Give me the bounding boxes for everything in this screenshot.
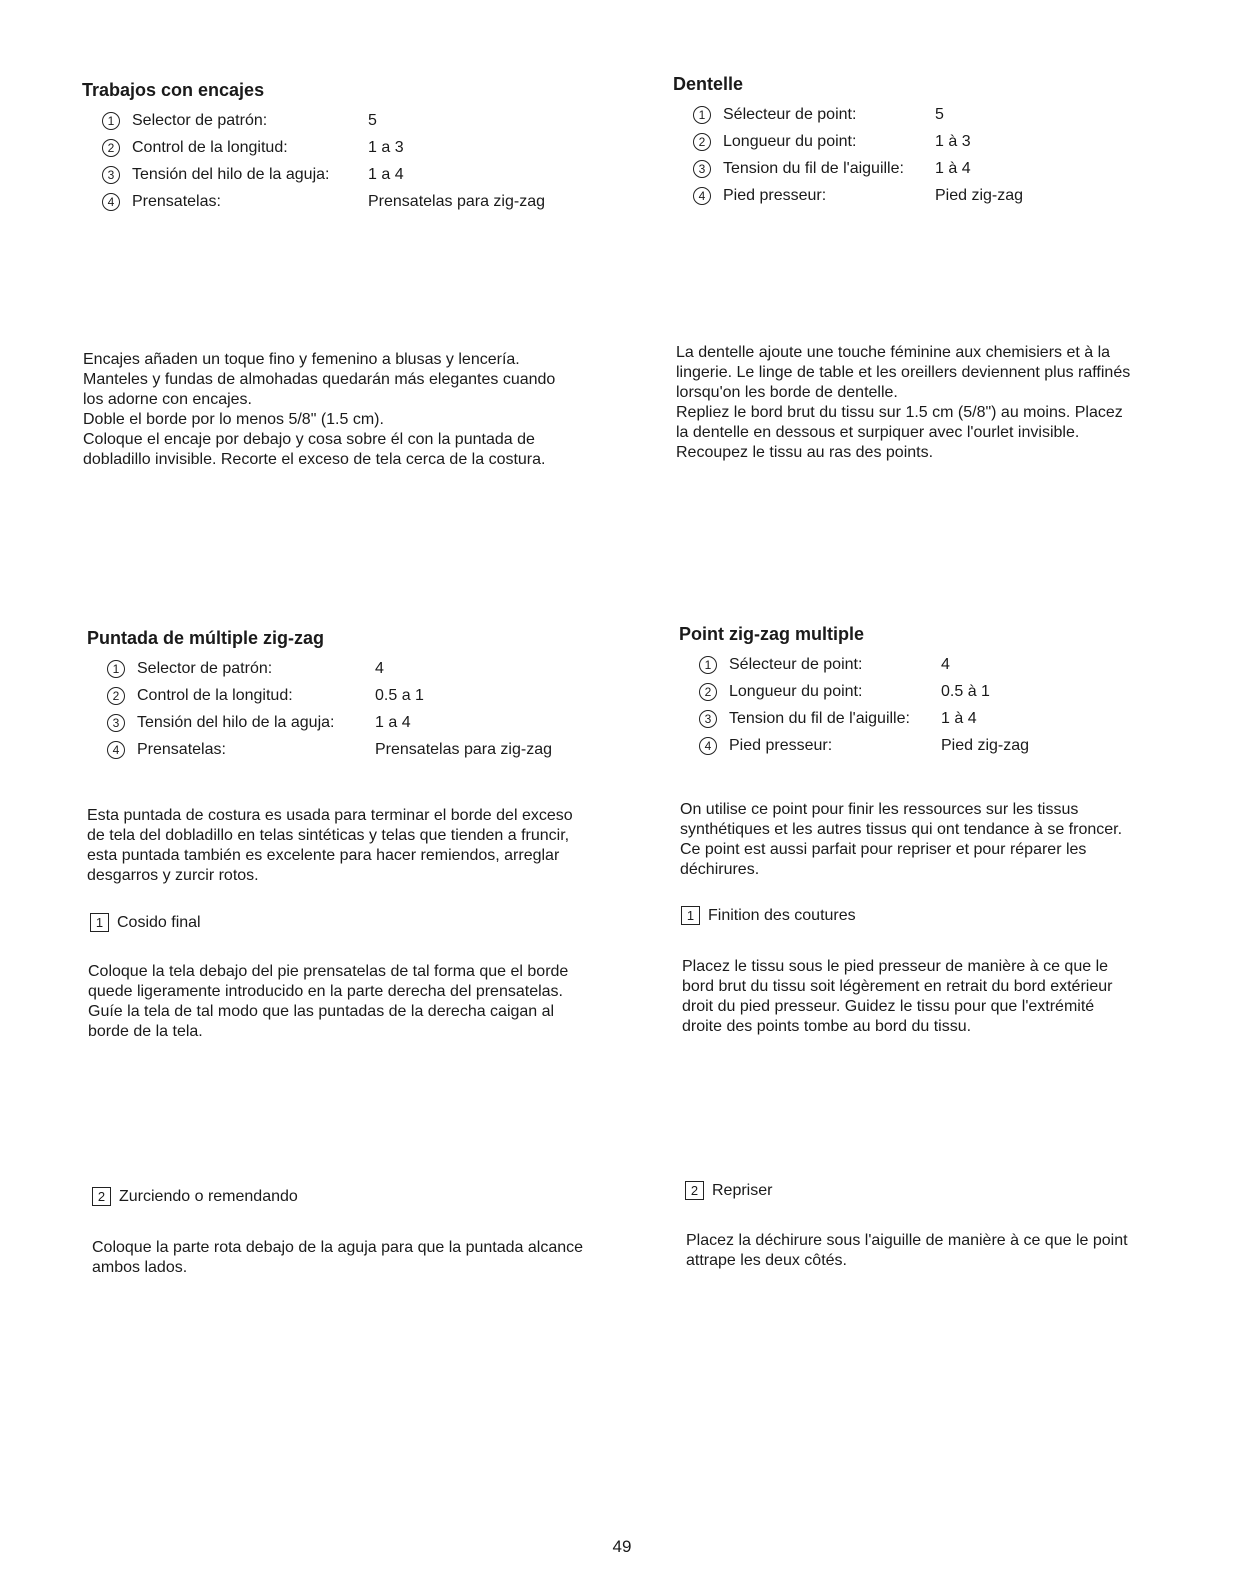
setting-value: 1 a 4 xyxy=(375,713,411,731)
setting-value: 4 xyxy=(941,655,950,673)
es-lace-section xyxy=(82,80,545,215)
setting-label: Sélecteur de point: xyxy=(729,655,863,673)
fr-multi-title: Point zig-zag multiple xyxy=(679,624,864,644)
circled-number: 3 xyxy=(699,710,717,728)
boxed-number: 2 xyxy=(685,1181,704,1200)
note-label: Zurciendo o remendando xyxy=(119,1187,298,1205)
circled-number: 3 xyxy=(102,166,120,184)
setting-value: Pied zig-zag xyxy=(935,186,1024,204)
es-note-2-text xyxy=(92,1238,652,1278)
page-number: 49 xyxy=(612,1537,632,1556)
boxed-number: 2 xyxy=(92,1187,111,1206)
paragraph-line: Recoupez le tissu au ras des points. xyxy=(676,444,934,461)
setting-label: Tension du fil de l'aiguille: xyxy=(723,159,904,177)
setting-value: 5 xyxy=(935,105,944,123)
paragraph-line: Coloque la parte rota debajo de la aguja para que la puntada alcance xyxy=(92,1239,584,1256)
setting-label: Selector de patrón: xyxy=(137,659,273,677)
fr-note-2-text xyxy=(686,1231,1206,1271)
circled-number: 3 xyxy=(693,160,711,178)
circled-number: 4 xyxy=(107,741,125,759)
setting-label: Control de la longitud: xyxy=(137,686,293,704)
circled-number: 1 xyxy=(102,112,120,130)
paragraph-line: Ce point est aussi parfait pour repriser et pour réparer les xyxy=(680,841,1087,858)
paragraph-line: bord brut du tissu soit légèrement en retrait du bord extérieur xyxy=(682,978,1113,995)
setting-label: Tensión del hilo de la aguja: xyxy=(137,713,335,731)
setting-label: Tensión del hilo de la aguja: xyxy=(132,165,330,183)
setting-value: Prensatelas para zig-zag xyxy=(368,192,545,210)
es-note-1 xyxy=(90,913,201,932)
fr-lace-setting-2 xyxy=(693,128,1023,155)
paragraph-line: Manteles y fundas de almohadas quedarán más elegantes cuando xyxy=(83,371,556,388)
paragraph-line: Esta puntada de costura es usada para terminar el borde del exceso xyxy=(87,807,573,824)
fr-multi-paragraph xyxy=(680,800,1200,880)
fr-lace-setting-1 xyxy=(693,101,1023,128)
paragraph-line: attrape les deux côtés. xyxy=(686,1252,847,1269)
note-label: Cosido final xyxy=(117,913,201,931)
setting-label: Longueur du point: xyxy=(729,682,863,700)
paragraph-line: desgarros y zurcir rotos. xyxy=(87,867,259,884)
setting-value: Pied zig-zag xyxy=(941,736,1030,754)
fr-lace-title: Dentelle xyxy=(673,74,744,94)
circled-number: 1 xyxy=(699,656,717,674)
es-multi-section xyxy=(87,628,552,763)
fr-multi-setting-4 xyxy=(699,732,1029,759)
paragraph-line: lorsqu'on les borde de dentelle. xyxy=(676,384,898,401)
fr-lace-paragraph xyxy=(676,343,1196,463)
fr-lace-section xyxy=(673,74,1023,209)
setting-label: Sélecteur de point: xyxy=(723,105,857,123)
paragraph-line: Doble el borde por lo menos 5/8" (1.5 cm). xyxy=(83,411,384,428)
fr-lace-setting-3 xyxy=(693,155,1023,182)
boxed-number: 1 xyxy=(90,913,109,932)
es-lace-setting-2 xyxy=(102,134,545,161)
paragraph-line: droite des points tombe au bord du tissu. xyxy=(682,1018,972,1035)
note-label: Repriser xyxy=(712,1181,773,1199)
note-label: Finition des coutures xyxy=(708,906,856,924)
circled-number: 2 xyxy=(107,687,125,705)
paragraph-line: Encajes añaden un toque fino y femenino a blusas y lencería. xyxy=(83,351,520,368)
setting-value: 0.5 à 1 xyxy=(941,682,990,700)
fr-lace-setting-4 xyxy=(693,182,1023,209)
paragraph-line: Repliez le bord brut du tissu sur 1.5 cm (5/8") au moins. Placez xyxy=(676,404,1123,421)
setting-value: 1 à 3 xyxy=(935,132,971,150)
paragraph-line: Placez le tissu sous le pied presseur de manière à ce que le xyxy=(682,958,1109,975)
paragraph-line: Coloque la tela debajo del pie prensatelas de tal forma que el borde xyxy=(88,963,569,980)
circled-number: 1 xyxy=(693,106,711,124)
setting-label: Selector de patrón: xyxy=(132,111,268,129)
setting-value: Prensatelas para zig-zag xyxy=(375,740,552,758)
setting-label: Prensatelas: xyxy=(132,192,221,210)
es-note-2 xyxy=(92,1187,298,1206)
fr-note-1 xyxy=(681,906,856,925)
es-lace-setting-1 xyxy=(102,107,545,134)
fr-multi-setting-2 xyxy=(699,678,1029,705)
paragraph-line: dobladillo invisible. Recorte el exceso de tela cerca de la costura. xyxy=(83,451,546,468)
paragraph-line: droit du pied presseur. Guidez le tissu pour que l'extrémité xyxy=(682,998,1095,1015)
circled-number: 4 xyxy=(693,187,711,205)
paragraph-line: La dentelle ajoute une touche féminine aux chemisiers et à la xyxy=(676,344,1111,361)
es-lace-setting-3 xyxy=(102,161,545,188)
paragraph-line: On utilise ce point pour finir les ressources sur les tissus xyxy=(680,801,1079,818)
paragraph-line: los adorne con encajes. xyxy=(83,391,252,408)
circled-number: 3 xyxy=(107,714,125,732)
paragraph-line: esta puntada también es excelente para hacer remiendos, arreglar xyxy=(87,847,560,864)
fr-note-2 xyxy=(685,1181,772,1200)
paragraph-line: déchirures. xyxy=(680,861,760,878)
setting-label: Pied presseur: xyxy=(723,186,827,204)
es-multi-title: Puntada de múltiple zig-zag xyxy=(87,628,325,648)
paragraph-line: lingerie. Le linge de table et les oreillers deviennent plus raffinés xyxy=(676,364,1131,381)
es-note-1-text xyxy=(88,962,648,1042)
es-lace-setting-4 xyxy=(102,188,545,215)
es-multi-paragraph xyxy=(87,806,647,886)
setting-label: Pied presseur: xyxy=(729,736,833,754)
paragraph-line: de tela del dobladillo en telas sintéticas y telas que tienden a fruncir, xyxy=(87,827,570,844)
paragraph-line: ambos lados. xyxy=(92,1259,188,1276)
fr-multi-setting-1 xyxy=(699,651,1029,678)
setting-value: 1 a 4 xyxy=(368,165,404,183)
paragraph-line: Guíe la tela de tal modo que las puntadas de la derecha caigan al xyxy=(88,1003,555,1020)
boxed-number: 1 xyxy=(681,906,700,925)
setting-label: Tension du fil de l'aiguille: xyxy=(729,709,910,727)
circled-number: 2 xyxy=(693,133,711,151)
setting-value: 1 a 3 xyxy=(368,138,404,156)
circled-number: 4 xyxy=(102,193,120,211)
setting-label: Control de la longitud: xyxy=(132,138,288,156)
es-multi-setting-2 xyxy=(107,682,552,709)
es-multi-setting-4 xyxy=(107,736,552,763)
paragraph-line: synthétiques et les autres tissus qui ont tendance à se froncer. xyxy=(680,821,1123,838)
fr-multi-setting-3 xyxy=(699,705,1029,732)
paragraph-line: Placez la déchirure sous l'aiguille de manière à ce que le point xyxy=(686,1232,1128,1249)
setting-value: 4 xyxy=(375,659,384,677)
fr-note-1-text xyxy=(682,957,1202,1037)
setting-value: 1 à 4 xyxy=(935,159,971,177)
setting-value: 0.5 a 1 xyxy=(375,686,424,704)
setting-value: 1 à 4 xyxy=(941,709,977,727)
es-multi-setting-1 xyxy=(107,655,552,682)
circled-number: 2 xyxy=(699,683,717,701)
fr-multi-section xyxy=(679,624,1029,759)
paragraph-line: Coloque el encaje por debajo y cosa sobre él con la puntada de xyxy=(83,431,535,448)
circled-number: 1 xyxy=(107,660,125,678)
circled-number: 4 xyxy=(699,737,717,755)
setting-label: Longueur du point: xyxy=(723,132,857,150)
es-lace-title: Trabajos con encajes xyxy=(82,80,265,100)
circled-number: 2 xyxy=(102,139,120,157)
es-lace-paragraph xyxy=(83,350,643,470)
setting-value: 5 xyxy=(368,111,377,129)
paragraph-line: borde de la tela. xyxy=(88,1023,203,1040)
es-multi-setting-3 xyxy=(107,709,552,736)
paragraph-line: la dentelle en dessous et surpiquer avec l'ourlet invisible. xyxy=(676,424,1080,441)
paragraph-line: quede ligeramente introducido en la parte derecha del prensatelas. xyxy=(88,983,563,1000)
setting-label: Prensatelas: xyxy=(137,740,226,758)
